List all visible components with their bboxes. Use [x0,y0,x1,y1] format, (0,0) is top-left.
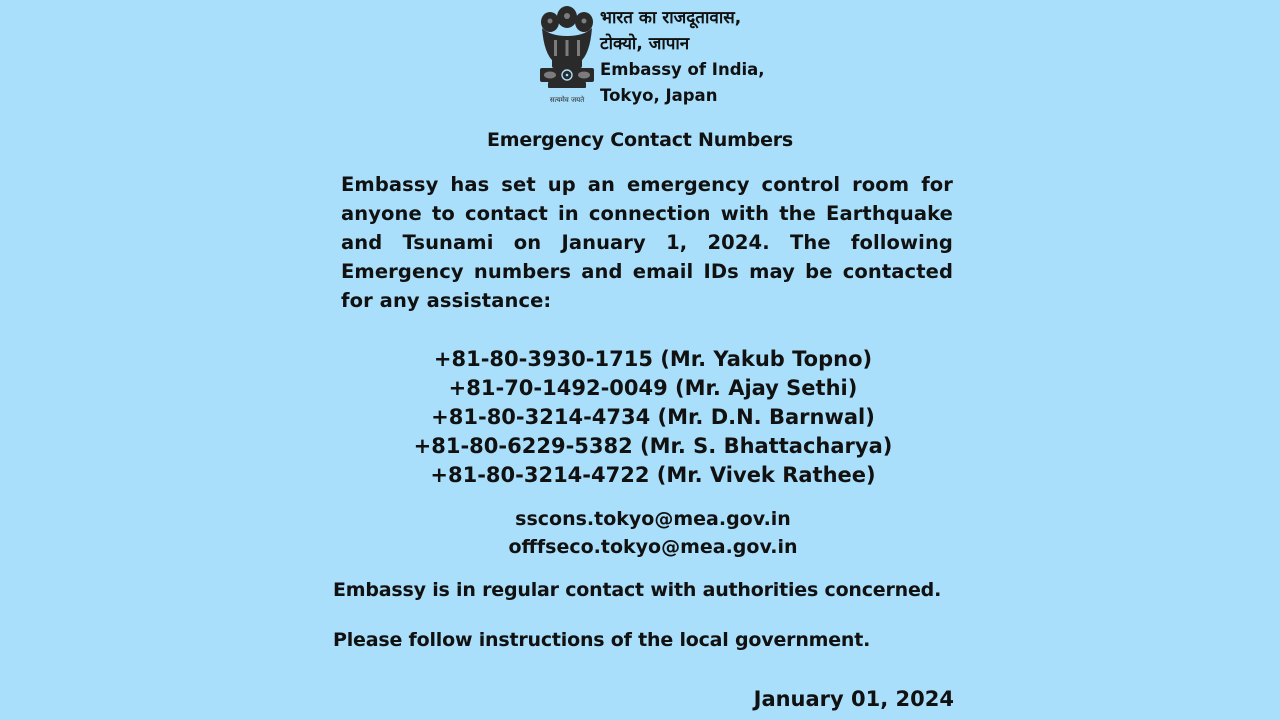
state-emblem-of-india-icon [534,2,600,110]
notice-heading: Emergency Contact Numbers [486,129,794,151]
letterhead-line-english-1: Embassy of India, [600,60,765,79]
letterhead-address [600,5,765,109]
letterhead-line-hindi-2: टोक्यो, जापान [600,34,690,54]
email-link[interactable]: offfseco.tokyo@mea.gov.in [508,536,798,558]
contact-item[interactable]: +81-70-1492-0049 (Mr. Ajay Sethi) [448,376,858,400]
email-link[interactable]: sscons.tokyo@mea.gov.in [515,508,791,530]
letterhead-line-english-2: Tokyo, Japan [600,86,718,105]
contact-item[interactable]: +81-80-3930-1715 (Mr. Yakub Topno) [433,347,873,371]
letterhead-line-hindi-1: भारत का राजदूतावास, [600,8,742,28]
contact-item[interactable]: +81-80-3214-4722 (Mr. Vivek Rathee) [430,463,876,487]
emblem-caption: सत्यमेव जयते [549,96,585,104]
note-authorities: Embassy is in regular contact with authorities concerned. [333,579,942,601]
letterhead [534,2,794,110]
notice-date: January 01, 2024 [753,687,954,711]
email-list [0,505,1280,561]
contact-list [0,345,1280,490]
contact-item[interactable]: +81-80-6229-5382 (Mr. S. Bhattacharya) [413,434,893,458]
note-instructions: Please follow instructions of the local government. [333,629,871,651]
intro-paragraph: Embassy has set up an emergency control room for anyone to contact in connection with the Earthquake and Tsunami on January 1, 2024. The following Emergency numbers and email IDs may be contacted for any assistance: [341,173,953,312]
contact-item[interactable]: +81-80-3214-4734 (Mr. D.N. Barnwal) [431,405,875,429]
